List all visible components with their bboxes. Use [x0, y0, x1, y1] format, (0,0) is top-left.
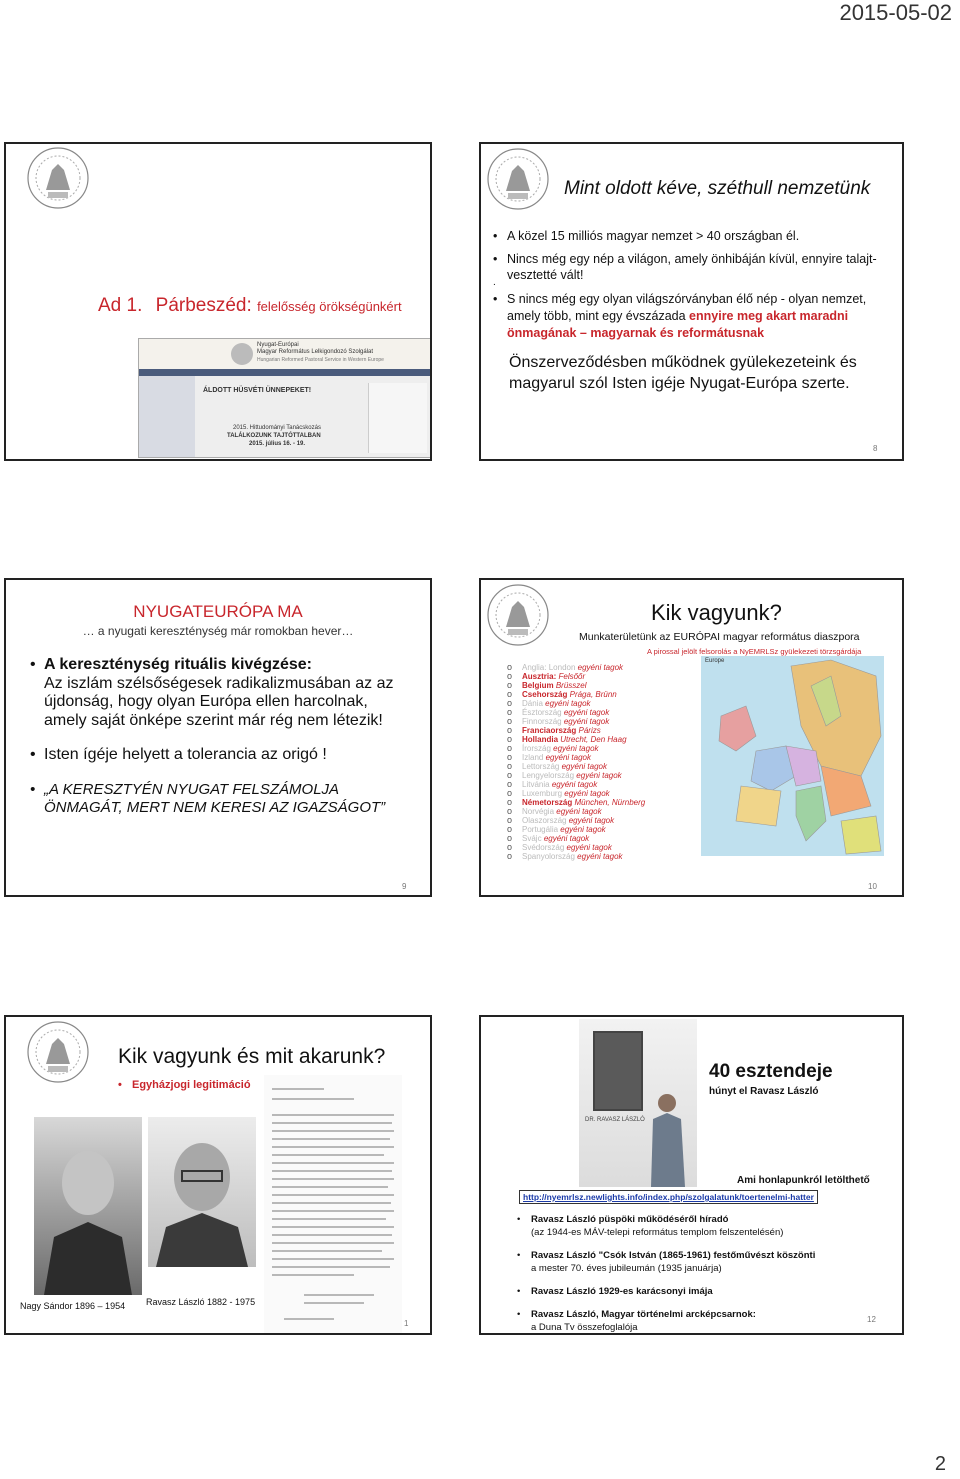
stray-dot: . [493, 277, 496, 288]
country-item [507, 762, 607, 771]
country-item [507, 717, 609, 726]
country-name: Portugália [522, 825, 559, 834]
slide-8-paragraph: Önszerveződésben működnek gyülekezeteink és magyarul szól Isten igéje Nyugat-Európa szerte. [509, 354, 857, 392]
country-item [507, 771, 622, 780]
screenshot-navbar [139, 369, 431, 376]
country-item [507, 789, 610, 798]
country-detail: egyéni tagok [553, 744, 599, 753]
emblem-icon [26, 1020, 90, 1084]
list-bullet: o [507, 779, 513, 789]
slide-10-subtitle: Munkaterületünk az EURÓPAI magyar református diaszpora [579, 631, 860, 643]
country-item [507, 672, 585, 681]
org-line-2: Magyar Református Lelkigondozó Szolgálat [257, 349, 374, 355]
country-item [507, 753, 591, 762]
list-bullet: o [507, 752, 513, 762]
country-name: Anglia: [522, 663, 547, 672]
bullet-item: • A közel 15 milliós magyar nemzet > 40 országban él. [493, 228, 893, 244]
title-main: Párbeszéd: [155, 295, 252, 316]
country-detail: egyéni tagok [566, 843, 612, 852]
title-sub: felelősség örökségünkért [257, 299, 402, 314]
list-bullet: o [507, 707, 513, 717]
item-title: • Ravasz László "Csók István (1865-1961) festőművészt köszönti [531, 1250, 816, 1261]
bullet-highlight: ennyire meg akart maradni önmagának – magyarnak és reformátusnak [507, 309, 849, 340]
list-bullet: o [507, 833, 513, 843]
slide-12-title: 40 esztendeje [709, 1061, 833, 1082]
caption-ravasz: Ravasz László 1882 - 1975 [146, 1297, 256, 1307]
country-item [507, 852, 623, 861]
country-name: Németország [522, 798, 573, 807]
page-number: 2 [934, 1453, 946, 1475]
list-bullet: o [507, 806, 513, 816]
country-detail: Brüsszel [555, 681, 587, 690]
country-item [507, 708, 609, 717]
item-title: • Ravasz László 1929-es karácsonyi imája [531, 1286, 713, 1297]
country-detail: egyéni tagok [577, 852, 623, 861]
country-item [507, 834, 589, 843]
item-title: • Ravasz László püspöki működéséről híradó [531, 1214, 729, 1225]
slide-8-title: Mint oldott kéve, széthull nemzetünk [564, 178, 871, 199]
country-name: Olaszország [522, 816, 567, 825]
map-label: Europe [705, 658, 725, 664]
list-bullet: o [507, 851, 513, 861]
country-detail: egyéni tagok [556, 807, 602, 816]
country-item [507, 681, 587, 690]
screenshot-event-3: 2015. július 16. - 19. [249, 441, 306, 447]
country-item [507, 690, 617, 699]
bullet-item [30, 656, 405, 730]
document-lines [264, 1075, 402, 1333]
list-bullet: o [507, 662, 513, 672]
slide-7 [4, 142, 432, 461]
country-name: Dánia [522, 699, 543, 708]
slide-10-legend [647, 647, 861, 656]
slide-10 [479, 578, 904, 897]
slide-11-bullets [118, 1079, 251, 1091]
europe-map [701, 656, 884, 856]
country-name: Észtország [522, 708, 562, 717]
country-item [507, 825, 606, 834]
slide-8-bullets [493, 228, 893, 283]
item-detail: a Duna Tv összefoglalója [531, 1322, 638, 1333]
download-link[interactable]: http://nyemrlsz.newlights.info/index.php/szolgalatunk/toertenelmi-hatter [519, 1190, 818, 1204]
screenshot-event-1: 2015. Hittudományi Tanácskozás [233, 425, 321, 431]
slide-10-title: Kik vagyunk? [651, 600, 782, 625]
country-detail: egyéni tagok [576, 771, 622, 780]
emblem-icon [486, 147, 550, 211]
country-name: Finnország [522, 717, 562, 726]
legend-black: A pirossal jelölt felsorolás a NyEMRLSz [647, 647, 781, 656]
slide-8-bullets-2 [493, 291, 883, 342]
country-name: Litvánia [522, 780, 550, 789]
country-detail: egyéni tagok [561, 762, 607, 771]
plaque-label: DR. RAVASZ LÁSZLÓ [585, 1117, 645, 1123]
list-item[interactable] [517, 1285, 837, 1298]
document-scan [264, 1075, 402, 1333]
country-detail: Párizs [578, 726, 601, 735]
bullet-item: • Egyházjogi legitimáció [118, 1079, 251, 1091]
country-item [507, 807, 602, 816]
country-item [507, 663, 623, 672]
country-name: Luxemburg [522, 789, 563, 798]
list-item[interactable] [517, 1213, 837, 1239]
country-detail: Prága, Brünn [569, 690, 617, 699]
slide-12 [479, 1015, 904, 1335]
org-line-1: Nyugat-Európai [257, 342, 299, 348]
bullet-item: • Nincs még egy nép a világon, amely önhibáján kívül, ennyire talajt-vesztetté vált! [493, 251, 893, 283]
country-name: Svájc [522, 834, 542, 843]
country-detail: egyéni tagok [543, 834, 590, 843]
bullet-text: Az iszlám szélsőségesek radikalizmusában az az újdonság, hogy olyan Európa ellen harcolnak, amely saját önképe szerint már rég nem létezik! [44, 674, 394, 729]
bullet-plain: S nincs még egy olyan világszórványban élő nép - olyan nemzet, amely több, mint egy évszázada [507, 292, 867, 323]
legend-red: gyülekezeti törzsgárdája [780, 647, 862, 656]
slide-11 [4, 1015, 432, 1335]
website-screenshot [138, 338, 432, 458]
list-item[interactable] [517, 1249, 837, 1275]
country-item [507, 780, 597, 789]
list-bullet: o [507, 824, 513, 834]
country-detail: egyéni tagok [563, 717, 610, 726]
list-item[interactable] [517, 1308, 837, 1334]
slide-9 [4, 578, 432, 897]
slide-number: 1 [404, 1319, 409, 1328]
country-detail: egyéni tagok [560, 825, 606, 834]
memorial-plaque-photo [579, 1019, 697, 1187]
country-detail: egyéni tagok [564, 789, 610, 798]
list-bullet: o [507, 689, 513, 699]
list-bullet: o [507, 716, 513, 726]
country-name: Svédország [522, 843, 565, 852]
country-name: Spanyolország [522, 852, 575, 861]
list-bullet: o [507, 725, 513, 735]
caption-nagy: Nagy Sándor 1896 – 1954 [20, 1301, 126, 1311]
country-item [507, 798, 645, 807]
list-bullet: o [507, 797, 513, 807]
country-item [507, 726, 601, 735]
list-bullet: o [507, 680, 513, 690]
list-bullet: o [507, 788, 513, 798]
country-name: Hollandia [522, 735, 559, 744]
country-name: Norvégia [522, 807, 555, 816]
country-detail: egyéni tagok [568, 816, 615, 825]
list-bullet: o [507, 770, 513, 780]
slide-9-subtitle: … a nyugati kereszténység már romokban hever… [82, 624, 354, 638]
download-label: Ami honlapunkról letölthető [737, 1175, 870, 1186]
list-bullet: o [507, 842, 513, 852]
list-bullet: o [507, 671, 513, 681]
country-detail: egyéni tagok [551, 780, 598, 789]
list-bullet: o [507, 698, 513, 708]
bullet-item [493, 291, 883, 342]
map-shapes [701, 656, 884, 856]
screenshot-event-2: TALÁLKOZUNK TAJTÓTTALBAN [227, 433, 321, 439]
screenshot-sidebar [139, 376, 195, 457]
country-item [507, 699, 591, 708]
slide-12-subtitle: húnyt el Ravasz László [709, 1086, 819, 1097]
slide-number: 8 [873, 444, 878, 453]
emblem-icon [26, 146, 90, 210]
list-bullet: o [507, 761, 513, 771]
title-prefix: Ad 1. [98, 295, 143, 316]
country-detail: egyéni tagok [563, 708, 610, 717]
country-detail: München, Nürnberg [574, 798, 646, 807]
list-bullet: o [507, 743, 513, 753]
slide-9-bullets [30, 656, 405, 818]
slide-9-title: NYUGATEURÓPA MA [133, 602, 303, 621]
country-detail: egyéni tagok [545, 753, 591, 762]
country-item [507, 816, 614, 825]
screenshot-logo [231, 343, 253, 365]
slide-11-title: Kik vagyunk és mit akarunk? [118, 1045, 386, 1068]
country-detail: egyéni tagok [545, 699, 591, 708]
page-date: 2015-05-02 [839, 0, 952, 25]
slide-12-list [517, 1213, 837, 1335]
country-name: Írország [522, 744, 551, 753]
country-detail: Felsőőr [558, 672, 586, 681]
country-name: Lettország [522, 762, 560, 771]
org-line-3: Hungarian Reformed Pastoral Service in Western Europe [257, 357, 384, 363]
bullet-item: • „A KERESZTYÉN NYUGAT FELSZÁMOLJA ÖNMAGÁT, MERT NEM KERESI AZ IGAZSÁGOT” [30, 781, 405, 818]
country-item [507, 744, 599, 753]
country-name: Belgium [522, 681, 554, 690]
emblem-icon [486, 583, 550, 647]
slide-8 [479, 142, 904, 461]
list-bullet: o [507, 734, 513, 744]
item-title: • Ravasz László, Magyar történelmi arcképcsarnok: [531, 1309, 756, 1320]
slide-number: 9 [402, 882, 407, 891]
person-silhouette [579, 1019, 697, 1187]
slide-number: 12 [867, 1315, 876, 1324]
screenshot-banner: ÁLDOTT HÜSVÉTI ÜNNEPEKET! [203, 387, 312, 394]
slide-number: 10 [868, 882, 877, 891]
item-detail: a mester 70. éves jubileumán (1935 januárja) [531, 1263, 722, 1274]
item-detail: (az 1944-es MÁV-telepi református templom felszentelésén) [531, 1227, 784, 1238]
country-detail: London [548, 663, 576, 672]
country-name: Ausztria: [522, 672, 557, 681]
country-name: Csehország [522, 690, 568, 699]
country-detail: Utrecht, Den Haag [560, 735, 627, 744]
country-item [507, 735, 627, 744]
portrait-nagy-sandor [34, 1117, 142, 1295]
bullet-heading: • A kereszténység rituális kivégzése: [44, 656, 312, 673]
portrait-ravasz-laszlo [148, 1117, 256, 1267]
country-item [507, 843, 612, 852]
country-name: Franciaország [522, 726, 577, 735]
list-bullet: o [507, 815, 513, 825]
screenshot-header [139, 339, 431, 369]
screenshot-right-panel [368, 383, 427, 453]
bullet-item: • Isten ígéje helyett a tolerancia az origó ! [30, 746, 405, 765]
country-name: Izland [522, 753, 544, 762]
slide-7-title [98, 295, 402, 317]
country-sub: egyéni tagok [577, 663, 624, 672]
country-name: Lengyelország [522, 771, 575, 780]
